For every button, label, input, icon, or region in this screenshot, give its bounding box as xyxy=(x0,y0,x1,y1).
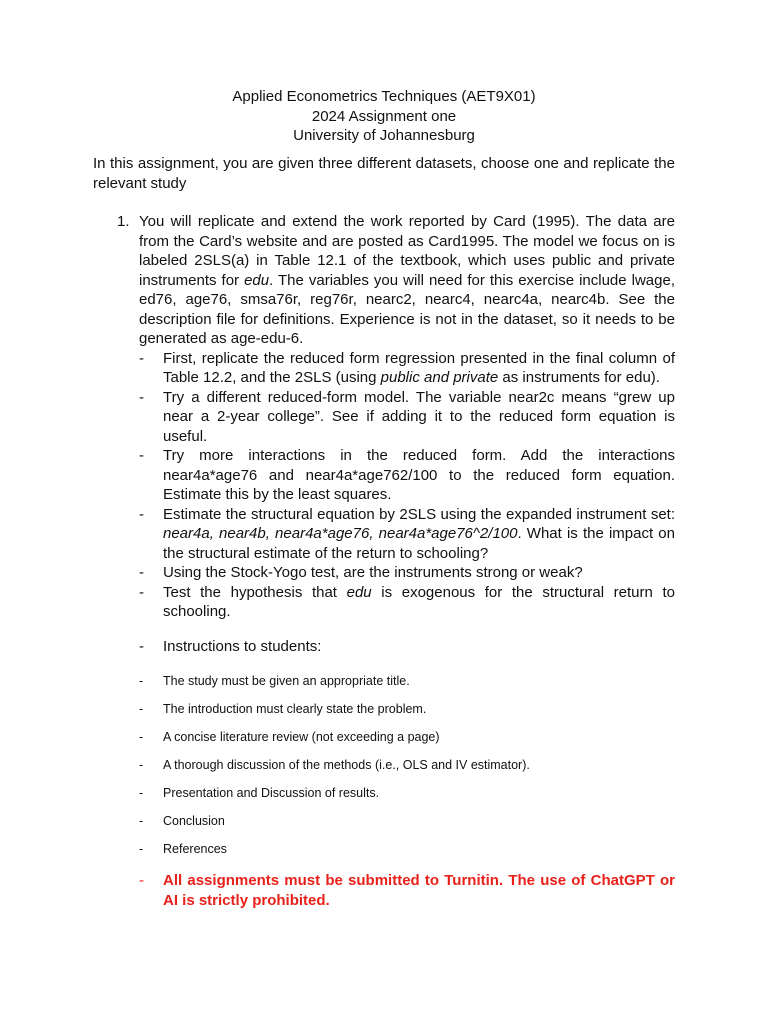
task-item: - Try a different reduced-form model. The variable near2c means “grew up near a 2-year college”. See if adding it to the reduced form equation is useful. xyxy=(139,388,675,445)
course-title: Applied Econometrics Techniques (AET9X01) xyxy=(232,88,536,105)
question-1-text: You will replicate and extend the work reported by Card (1995). The data are from the Card’s website and are posted as Card1995. The model we focus on is labeled 2SLS(a) in Table 12.1 of the textbook, which uses public and private instruments for edu. The variables you will need for this exercise include lwage, ed76, age76, smsa76r, reg76r, nearc2, nearc4, nearc4a, nearc4b. See the description file for definitions. Experience is not in the dataset, so it needs to be generated as age-edu-6. xyxy=(139,213,675,347)
dash-bullet: - xyxy=(139,349,144,367)
task-item: - Test the hypothesis that edu is exogenous for the structural return to schooling. xyxy=(139,583,675,620)
dash-bullet: - xyxy=(139,388,144,406)
instruction-item: - A thorough discussion of the methods (i.e., OLS and IV estimator). xyxy=(139,758,530,772)
intro-paragraph: In this assignment, you are given three different datasets, choose one and replicate the relevant study xyxy=(93,155,675,192)
instruction-item: - The study must be given an appropriate title. xyxy=(139,674,410,688)
task-item: - Try more interactions in the reduced form. Add the interactions near4a*age76 and near4a*age762/100 to the reduced form equation. Estimate this by the least squares. xyxy=(139,447,675,503)
instruction-item: - The introduction must clearly state the problem. xyxy=(139,702,427,716)
instructions-list xyxy=(93,672,675,868)
document-header xyxy=(0,87,768,146)
dash-bullet: - xyxy=(139,564,144,581)
instruction-item: - Conclusion xyxy=(139,814,225,828)
dash-bullet: - xyxy=(139,814,144,828)
dash-bullet: - xyxy=(139,505,144,523)
assignment-title: 2024 Assignment one xyxy=(311,107,457,125)
task-item: - Using the Stock-Yogo test, are the instruments strong or weak? xyxy=(139,564,583,581)
dash-bullet: - xyxy=(139,674,144,688)
warning-notice xyxy=(93,871,675,910)
instruction-item: - References xyxy=(139,842,227,856)
dash-bullet: - xyxy=(139,730,144,744)
question-number: 1. xyxy=(117,213,130,230)
university-name: University of Johannesburg xyxy=(293,127,475,144)
dash-bullet: - xyxy=(139,583,144,601)
instructions-heading: - Instructions to students: xyxy=(139,638,322,655)
dash-bullet: - xyxy=(139,842,144,856)
dash-bullet: - xyxy=(139,638,144,655)
dash-bullet: - xyxy=(139,758,144,772)
question-1 xyxy=(93,212,675,622)
task-item: - First, replicate the reduced form regression presented in the final column of Table 12.2, and the 2SLS (using public and private as instruments for edu). xyxy=(139,349,675,386)
dash-bullet: - xyxy=(139,447,144,464)
instruction-item: - Presentation and Discussion of results. xyxy=(139,786,380,800)
dash-bullet: - xyxy=(139,872,144,889)
instruction-item: - A concise literature review (not exceeding a page) xyxy=(139,730,440,744)
task-item: - Estimate the structural equation by 2SLS using the expanded instrument set: near4a, near4b, near4a*age76, near4a*age76^2/100. What is the impact on the structural estimate of the return to schooling? xyxy=(139,505,675,562)
dash-bullet: - xyxy=(139,786,144,800)
question-1-tasks xyxy=(93,349,675,622)
warning-text: All assignments must be submitted to Turnitin. The use of ChatGPT or AI is strictly prohibited. xyxy=(163,872,675,909)
dash-bullet: - xyxy=(139,702,144,716)
